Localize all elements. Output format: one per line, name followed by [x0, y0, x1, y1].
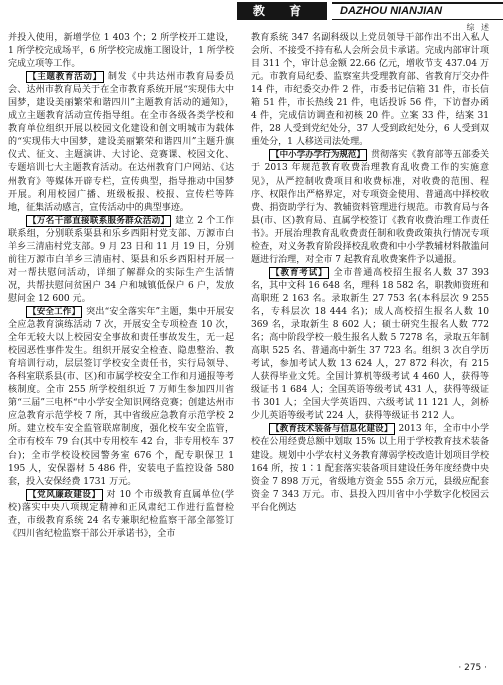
page-header	[0, 0, 503, 30]
section-heading: 【党风廉政建设】	[28, 489, 101, 500]
paragraph: 【主题教育活动】 制发《中共达州市教育局委员会、达州市教育局关于在全市教育系统开展“实现伟大中国梦，建设美丽繁荣和谐四川”主题教育活动的通知》，成立主题教育活动宣传指导组。在全市各级各类学校和教育单位组织开展以校园文化建设和创文明城市为载体的“实现伟大中国梦，建设美丽繁荣和谐四川”主题升旗仪式、征文、主题演讲、大讨论、竞赛课、校园文化、专题培训七大主题教育活动。在达州教育门户网站、《达州教育》等媒体开辟专栏，宣传典型，指导推动中国梦开展。利用校园广播、班级板报、校报、宣传栏等阵地，征集活动感言，宣传活动中的典型事迹。	[8, 72, 234, 213]
paragraph: 【教育技术装备与信息化建设】 2013 年，全市中小学校在公用经费总额中划取 15% 以上用于学校教育技术装备建设。规划中小学农村义务教育薄弱学校改造计划项目学校 164 所，按 1∶1 配套落实装备项目建设任务年度经费中央资金 7 898 万元，省级地方资金 555 余万元，县级应配套资金 7 343 万元。市、县投入四川省中小学数字化校园云平台化例达	[251, 424, 489, 513]
right-column	[251, 32, 489, 515]
section-heading: 【教育考试】	[271, 267, 328, 278]
paragraph: 【中小学办学行为规范】 贯彻落实《教育部等五部委关于 2013 年规范教育收费治理教育乱收费工作的实施意见》，从严控制收费项目和收费标准，对收费的范围、程序、权限作出严格界定，对专项资金使用、普通高中择校收费、捐资助学行为、教辅资料管理进行规范。市教育局与各县(市、区)教育局、直属学校签订《教育收费治理工作责任书》。开展治理教育乱收费责任制和收费政策执行情况专项检查，对义务教育阶段择校乱收费和中小学教辅材料散滥问题进行治理，对全市 7 起教育乱收费案件予以通报。	[251, 150, 489, 265]
paragraph: 【党风廉政建设】 对 10 个市级教育直属单位(学校)落实中央八项规定精神和正风肃纪工作进行监督检查，市级教育系统 24 名专兼职纪检监察干部全部签订《四川省纪检监察干部公开承诺书》，全市	[8, 489, 234, 539]
page-number: · 275 ·	[458, 663, 487, 673]
publication-title: DAZHOU NIANJIAN	[332, 2, 503, 20]
paragraph: 【教育考试】 全市普通高校招生报名人数 37 393 名，其中文科 16 648 名，理科 18 582 名，职教师资班和高职班 2 163 名。录取新生 27 753 名(本科层次 9 255 名，专科层次 18 444 名)；成人高校招生报名人数 10 369 名，录取新生 8 602 人；硕士研究生报名人数 772 名；高中阶段学校一般生报名人数 5 7278 名，录取五年制高职 525 名、普通高中新生 37 723 名。组织 3 次自学历考试，参加考试人数 13 624 人，27 872 科次，有 215 人获得毕业文凭。全国计算机等级考试 4 460 人，获得等级证书 1 684 人；全国英语等级考试 431 人，获得等级证书 301 人；全国大学英语四、六级考试 11 121 人，剑桥少儿英语等级考试 224 人，获得等级证书 212 人。	[251, 267, 489, 422]
paragraph: 【万名干部直接联系服务群众活动】 建立 2 个工作联系组，分别联系渠县和乐乡西阳村党支部、万源市白羊乡三清庙村党支部。9 月 23 日和 11 月 19 日，分别前往万源市白羊乡三清庙村、渠县和乐乡西阳村开展一对一帮扶慰问活动，详细了解群众的实际生产生活情况，共帮扶慰问贫困户 34 户和城镇低保户 6 户，发放慰问金 12 600 元。	[8, 215, 234, 304]
section-heading: 【安全工作】	[28, 306, 81, 317]
section-title: 教 育	[237, 2, 327, 20]
paragraph: 并投入使用，新增学位 1 403 个；2 所学校开工建设，1 所学校完成场平，6 所学校完成施工图设计，1 所学校完成立项等工作。	[8, 33, 234, 70]
section-subtitle: 综 述	[466, 23, 491, 32]
section-heading: 【教育技术装备与信息化建设】	[271, 424, 393, 435]
paragraph: 【安全工作】 突出“安全落实年”主题，集中开展安全应急教育演练活动 7 次，开展安全专项检查 10 次，全年无较大以上校园安全事故和责任事故发生，无一起校园恶性事件发生。组织开展安全检查、隐患整治、教育培训行动，层层签订学校安全责任书，实行局领导、各科室联系县(市、区)和市属学校安全工作和月通报等考核制度。全市 255 所学校组织近 7 万师生参加四川省第“三届”三电杯“中小学安全知识网络竞赛；创建达州市应急教育示范学校 7 所，其中省级应急教育示范学校 2 所。建立校车安全监管联席制度，强化校车安全监管，全市有校车 79 台(其中专用校车 42 台，非专用校车 37 台)；全市学校设校园警务室 676 个，配专职保卫 1 195 人，安保器材 5 486 件，安装电子监控设备 580 套，投入安保经费 1731 万元。	[8, 306, 234, 487]
left-column	[8, 32, 234, 541]
section-heading: 【主题教育活动】	[28, 72, 102, 83]
section-heading: 【中小学办学行为规范】	[271, 150, 365, 161]
section-heading: 【万名干部直接联系服务群众活动】	[28, 215, 170, 226]
paragraph: 教育系统 347 名副科级以上党员领导干部作出不出入私人会所、不接受不持有私人会所会员卡承诺。完成内部审计项目 311 个，审计总金额 22.66 亿元，增收节支 437.04 万元。市教育局纪委、监察室共受理教育部、省教育厅交办件 14 件，市纪委交办件 2 件，市委书记信箱 31 件，市长信箱 51 件，市长热线 21 件，电话投诉 56 件，下访督办函 4 件，完成信访调查和初核 20 件。立案 33 件，结案 31 件，28 人受到党纪处分，37 人受到政纪处分，6 人受到双重处分，1 人移送司法处理。	[251, 33, 489, 148]
